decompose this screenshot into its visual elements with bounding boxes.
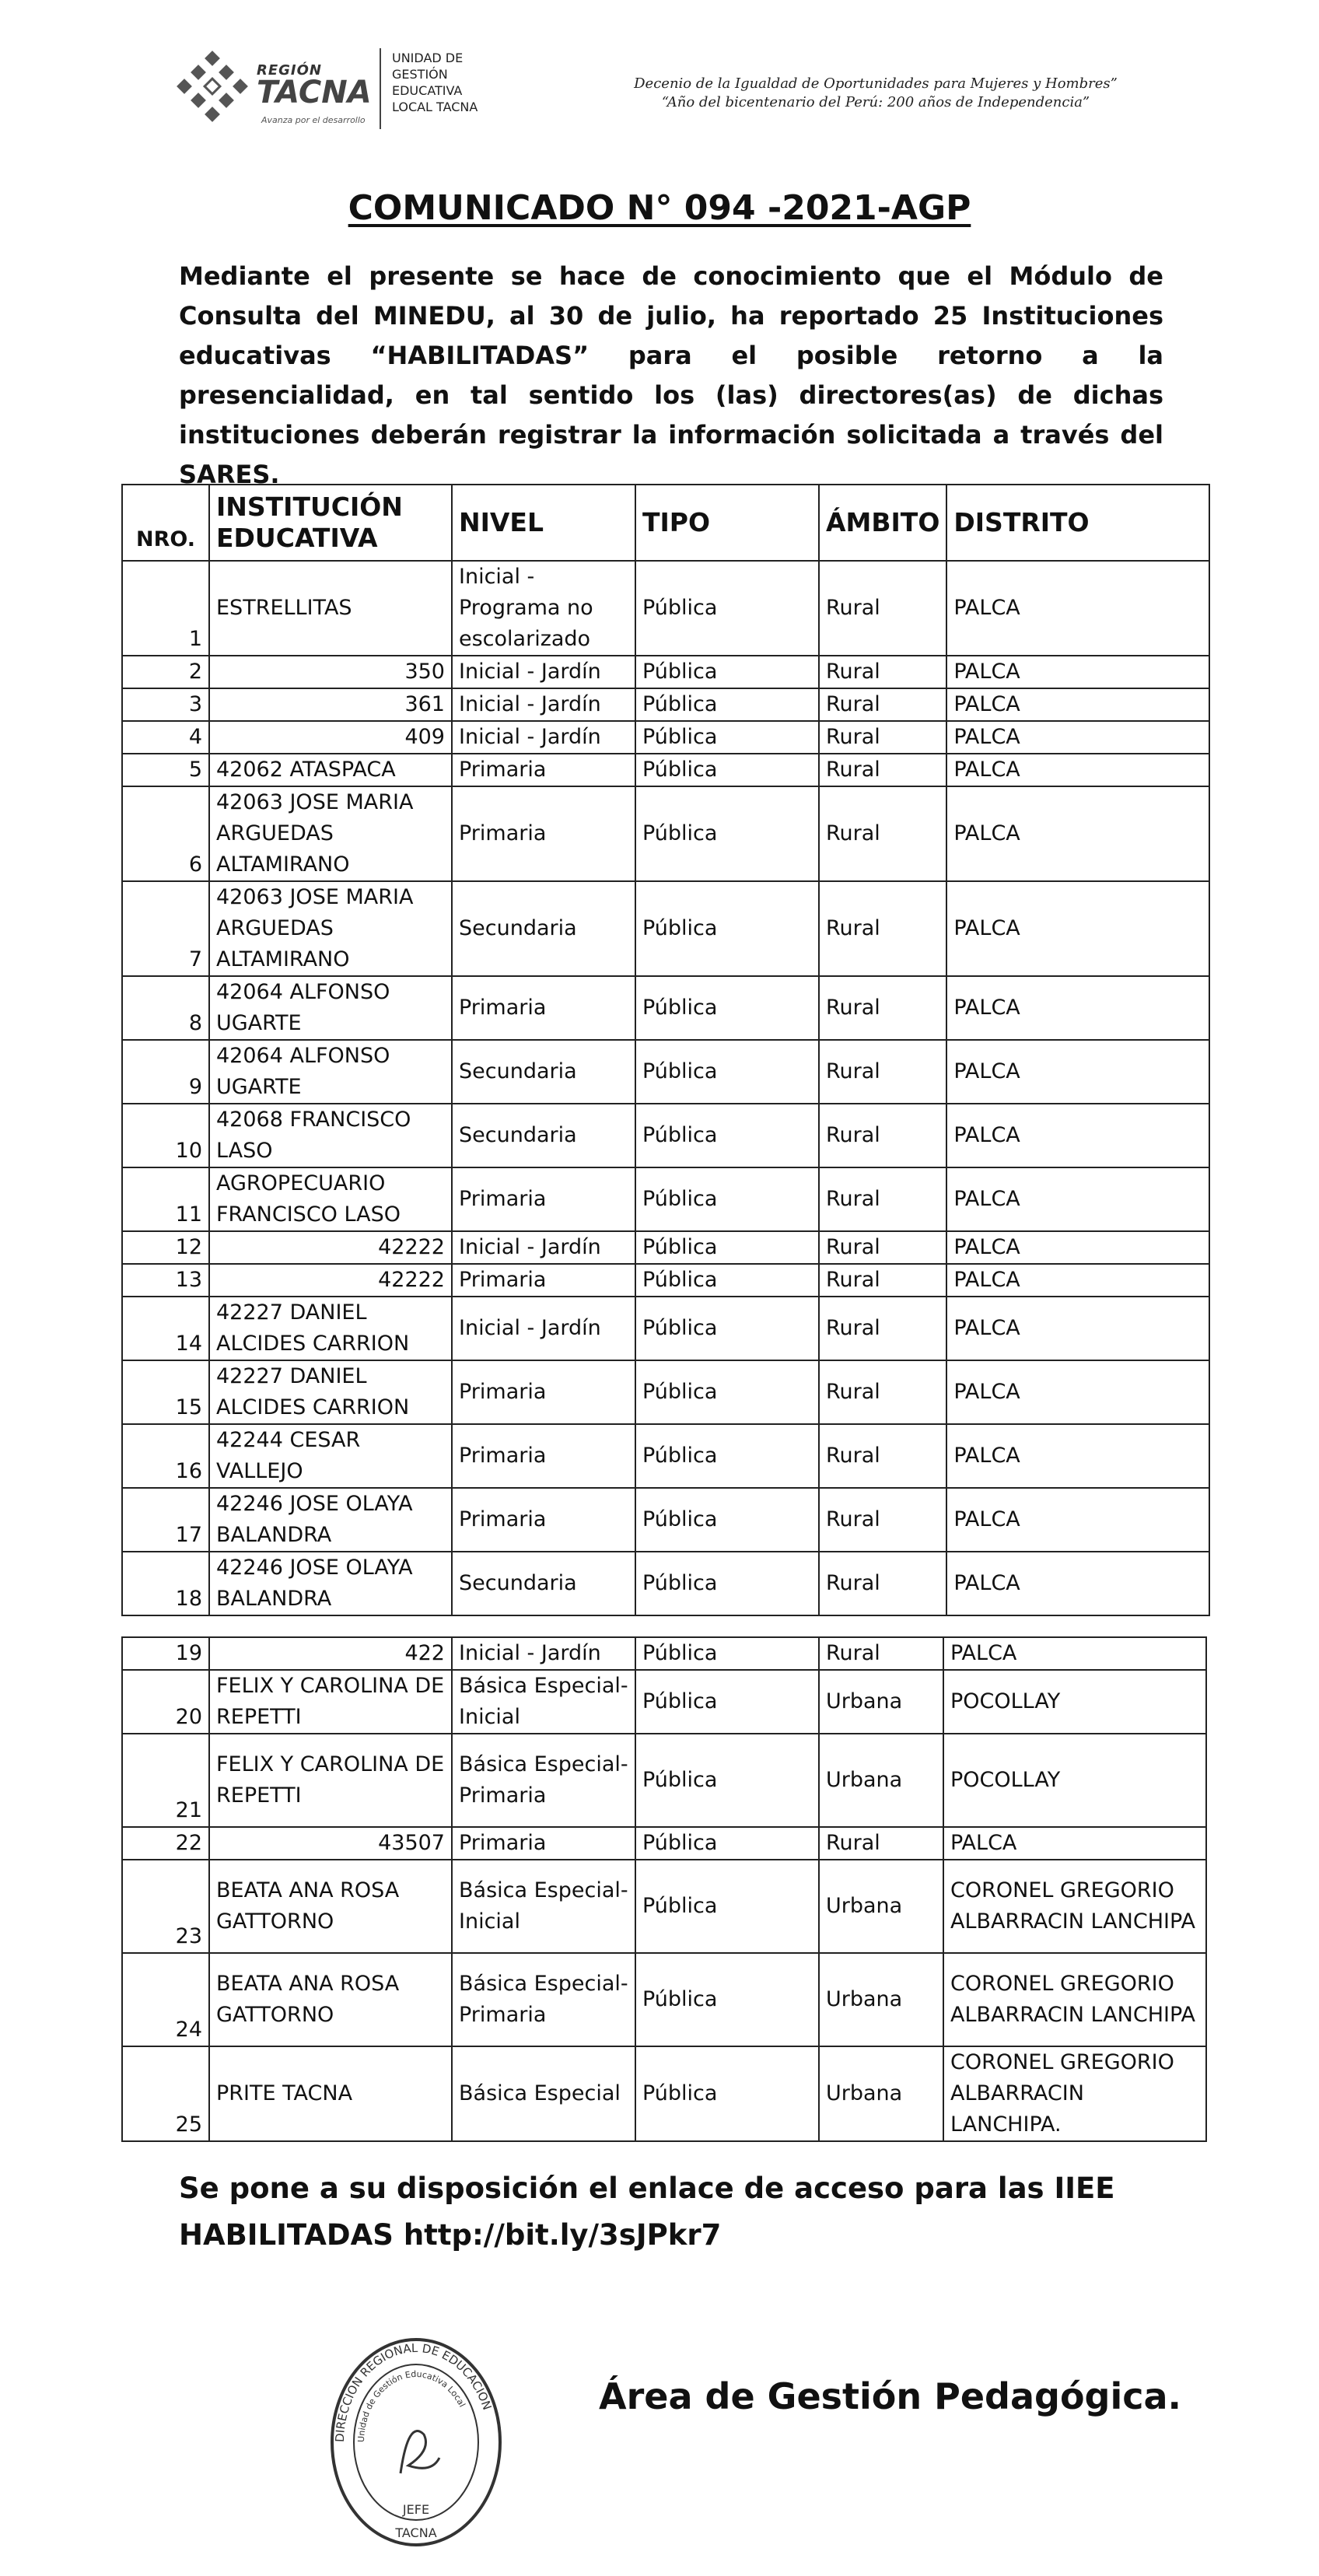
cell-distrito: PALCA xyxy=(946,1552,1209,1615)
cell-ambito: Rural xyxy=(819,1637,943,1670)
cell-ambito: Rural xyxy=(819,721,946,754)
cell-nro: 23 xyxy=(122,1860,209,1953)
cell-nivel: Básica Especial-Inicial xyxy=(452,1670,635,1734)
header-ambito: ÁMBITO xyxy=(819,485,946,561)
cell-tipo: Pública xyxy=(635,1860,819,1953)
table-row xyxy=(122,1860,1206,1953)
cell-ambito: Urbana xyxy=(819,1860,943,1953)
cell-nro: 25 xyxy=(122,2046,209,2141)
decenio-line-2: “Año del bicentenario del Perú: 200 años de Independencia” xyxy=(661,94,1090,110)
cell-nro: 13 xyxy=(122,1264,209,1297)
table-row xyxy=(122,656,1209,688)
cell-distrito: PALCA xyxy=(943,1827,1206,1860)
cell-ambito: Urbana xyxy=(819,1670,943,1734)
table-row xyxy=(122,1637,1206,1670)
letterhead xyxy=(176,44,1187,137)
cell-nivel: Primaria xyxy=(452,1360,635,1424)
cell-distrito: PALCA xyxy=(946,1297,1209,1360)
seal-text-top: DIRECCION REGIONAL DE EDUCACION xyxy=(332,2340,495,2443)
logo-tagline: Avanza por el desarrollo xyxy=(261,115,366,125)
cell-tipo: Pública xyxy=(635,1104,819,1167)
cell-nivel: Inicial - Programa no escolarizado xyxy=(452,561,635,656)
decenio-text xyxy=(572,75,1179,112)
cell-distrito: PALCA xyxy=(946,1104,1209,1167)
cell-institucion: 42227 DANIEL ALCIDES CARRION xyxy=(209,1360,452,1424)
cell-institucion: 42062 ATASPACA xyxy=(209,754,452,786)
table-row xyxy=(122,721,1209,754)
access-link[interactable]: http://bit.ly/3sJPkr7 xyxy=(403,2218,722,2252)
cell-nro: 24 xyxy=(122,1953,209,2046)
cell-nro: 1 xyxy=(122,561,209,656)
cell-ambito: Rural xyxy=(819,1827,943,1860)
cell-tipo: Pública xyxy=(635,1488,819,1552)
cell-institucion: 42064 ALFONSO UGARTE xyxy=(209,1040,452,1104)
table-row xyxy=(122,976,1209,1040)
cell-nivel: Primaria xyxy=(452,1167,635,1231)
cell-distrito: CORONEL GREGORIO ALBARRACIN LANCHIPA. xyxy=(943,2046,1206,2141)
table-row xyxy=(122,1827,1206,1860)
closing-link-line xyxy=(179,2212,721,2259)
table-row xyxy=(122,1424,1209,1488)
logo-region-text: REGIÓN xyxy=(257,62,322,79)
cell-ambito: Rural xyxy=(819,1297,946,1360)
cell-distrito: CORONEL GREGORIO ALBARRACIN LANCHIPA xyxy=(943,1953,1206,2046)
ugel-line: LOCAL TACNA xyxy=(392,100,478,114)
cell-nivel: Secundaria xyxy=(452,1104,635,1167)
table-row xyxy=(122,1264,1209,1297)
header-nro: NRO. xyxy=(122,485,209,561)
cell-institucion: 42064 ALFONSO UGARTE xyxy=(209,976,452,1040)
cell-institucion: 42222 xyxy=(209,1264,452,1297)
cell-tipo: Pública xyxy=(635,688,819,721)
ugel-name xyxy=(392,50,478,115)
cell-nro: 19 xyxy=(122,1637,209,1670)
table-row xyxy=(122,1488,1209,1552)
cell-ambito: Rural xyxy=(819,561,946,656)
cell-institucion: 42246 JOSE OLAYA BALANDRA xyxy=(209,1552,452,1615)
svg-text:DIRECCION REGIONAL DE EDUCACIO xyxy=(333,2341,495,2442)
cell-nro: 15 xyxy=(122,1360,209,1424)
cell-institucion: 42222 xyxy=(209,1231,452,1264)
cell-tipo: Pública xyxy=(635,1167,819,1231)
cell-nivel: Básica Especial-Primaria xyxy=(452,1953,635,2046)
ugel-line: EDUCATIVA xyxy=(392,83,463,98)
table-row xyxy=(122,754,1209,786)
closing-paragraph: Se pone a su disposición el enlace de acceso para las IIEE xyxy=(179,2172,1115,2205)
table-row xyxy=(122,2046,1206,2141)
cell-nivel: Inicial - Jardín xyxy=(452,656,635,688)
cell-tipo: Pública xyxy=(635,656,819,688)
cell-tipo: Pública xyxy=(635,1827,819,1860)
cell-nro: 4 xyxy=(122,721,209,754)
cell-distrito: PALCA xyxy=(943,1637,1206,1670)
cell-nro: 14 xyxy=(122,1297,209,1360)
cell-institucion: 42227 DANIEL ALCIDES CARRION xyxy=(209,1297,452,1360)
cell-institucion: BEATA ANA ROSA GATTORNO xyxy=(209,1953,452,2046)
logo-tacna-text: TACNA xyxy=(257,75,372,110)
cell-nro: 22 xyxy=(122,1827,209,1860)
cell-distrito: PALCA xyxy=(946,561,1209,656)
logo-divider xyxy=(380,48,381,129)
table-row xyxy=(122,1104,1209,1167)
cell-distrito: PALCA xyxy=(946,656,1209,688)
seal-text-inner: Unidad de Gestión Educativa Local xyxy=(355,2368,467,2443)
cell-nro: 11 xyxy=(122,1167,209,1231)
cell-nivel: Inicial - Jardín xyxy=(452,721,635,754)
official-seal-icon xyxy=(327,2333,506,2551)
header-institucion: INSTITUCIÓN EDUCATIVA xyxy=(209,485,452,561)
cell-tipo: Pública xyxy=(635,1040,819,1104)
header-distrito: DISTRITO xyxy=(946,485,1209,561)
header-tipo: TIPO xyxy=(635,485,819,561)
table-row xyxy=(122,786,1209,881)
closing-prefix: HABILITADAS xyxy=(179,2218,394,2252)
cell-distrito: PALCA xyxy=(946,1264,1209,1297)
cell-institucion: 43507 xyxy=(209,1827,452,1860)
cell-institucion: 42244 CESAR VALLEJO xyxy=(209,1424,452,1488)
signature-area: Área de Gestión Pedagógica. xyxy=(599,2375,1182,2417)
cell-nro: 18 xyxy=(122,1552,209,1615)
table-row xyxy=(122,1734,1206,1827)
institutions-table xyxy=(121,484,1210,1616)
cell-tipo: Pública xyxy=(635,1297,819,1360)
cell-distrito: PALCA xyxy=(946,1040,1209,1104)
cell-nro: 7 xyxy=(122,881,209,976)
cell-nivel: Básica Especial xyxy=(452,2046,635,2141)
cell-institucion: 42063 JOSE MARIA ARGUEDAS ALTAMIRANO xyxy=(209,881,452,976)
cell-institucion: FELIX Y CAROLINA DE REPETTI xyxy=(209,1734,452,1827)
cell-distrito: PALCA xyxy=(946,721,1209,754)
cell-tipo: Pública xyxy=(635,1734,819,1827)
cell-institucion: 361 xyxy=(209,688,452,721)
cell-institucion: AGROPECUARIO FRANCISCO LASO xyxy=(209,1167,452,1231)
cell-tipo: Pública xyxy=(635,754,819,786)
cell-tipo: Pública xyxy=(635,1637,819,1670)
cell-nivel: Primaria xyxy=(452,1264,635,1297)
cell-ambito: Rural xyxy=(819,656,946,688)
cell-nivel: Primaria xyxy=(452,976,635,1040)
cell-distrito: PALCA xyxy=(946,1360,1209,1424)
cell-ambito: Rural xyxy=(819,1488,946,1552)
cell-ambito: Rural xyxy=(819,1040,946,1104)
cell-tipo: Pública xyxy=(635,1670,819,1734)
cell-ambito: Urbana xyxy=(819,1953,943,2046)
cell-nro: 8 xyxy=(122,976,209,1040)
seal-city: TACNA xyxy=(395,2525,437,2540)
cell-ambito: Rural xyxy=(819,1360,946,1424)
cell-nro: 6 xyxy=(122,786,209,881)
cell-nro: 9 xyxy=(122,1040,209,1104)
cell-ambito: Rural xyxy=(819,1167,946,1231)
cell-nro: 5 xyxy=(122,754,209,786)
cell-tipo: Pública xyxy=(635,1360,819,1424)
cell-distrito: POCOLLAY xyxy=(943,1670,1206,1734)
cell-nro: 21 xyxy=(122,1734,209,1827)
cell-ambito: Rural xyxy=(819,881,946,976)
cell-nro: 20 xyxy=(122,1670,209,1734)
cell-ambito: Rural xyxy=(819,1424,946,1488)
cell-ambito: Rural xyxy=(819,786,946,881)
cell-nivel: Secundaria xyxy=(452,881,635,976)
cell-nivel: Inicial - Jardín xyxy=(452,1297,635,1360)
cell-ambito: Rural xyxy=(819,1552,946,1615)
cell-tipo: Pública xyxy=(635,1953,819,2046)
table-row xyxy=(122,1670,1206,1734)
table-row xyxy=(122,1297,1209,1360)
cell-distrito: PALCA xyxy=(946,688,1209,721)
cell-distrito: PALCA xyxy=(946,1424,1209,1488)
cell-nro: 12 xyxy=(122,1231,209,1264)
cell-institucion: 409 xyxy=(209,721,452,754)
cell-institucion: 42063 JOSE MARIA ARGUEDAS ALTAMIRANO xyxy=(209,786,452,881)
cell-nro: 10 xyxy=(122,1104,209,1167)
cell-ambito: Rural xyxy=(819,1104,946,1167)
cell-institucion: PRITE TACNA xyxy=(209,2046,452,2141)
cell-tipo: Pública xyxy=(635,721,819,754)
cell-ambito: Urbana xyxy=(819,1734,943,1827)
table-row xyxy=(122,881,1209,976)
cell-ambito: Rural xyxy=(819,754,946,786)
cell-nivel: Primaria xyxy=(452,754,635,786)
cell-distrito: PALCA xyxy=(946,786,1209,881)
header-nivel: NIVEL xyxy=(452,485,635,561)
cell-ambito: Rural xyxy=(819,976,946,1040)
cell-institucion: 42246 JOSE OLAYA BALANDRA xyxy=(209,1488,452,1552)
cell-institucion: 350 xyxy=(209,656,452,688)
cell-nivel: Inicial - Jardín xyxy=(452,688,635,721)
table-row xyxy=(122,561,1209,656)
cell-nivel: Inicial - Jardín xyxy=(452,1637,635,1670)
table-header-row xyxy=(122,485,1209,561)
table-row xyxy=(122,1167,1209,1231)
cell-distrito: PALCA xyxy=(946,754,1209,786)
cell-distrito: PALCA xyxy=(946,1167,1209,1231)
cell-distrito: PALCA xyxy=(946,976,1209,1040)
cell-tipo: Pública xyxy=(635,976,819,1040)
seal-role: JEFE xyxy=(402,2502,430,2517)
document-title: COMUNICADO N° 094 -2021-AGP xyxy=(348,188,971,228)
cell-tipo: Pública xyxy=(635,561,819,656)
cell-tipo: Pública xyxy=(635,1552,819,1615)
cell-tipo: Pública xyxy=(635,1231,819,1264)
cell-distrito: PALCA xyxy=(946,1231,1209,1264)
cell-nivel: Primaria xyxy=(452,1424,635,1488)
svg-text:Unidad de Gestión Educativa Lo xyxy=(356,2369,467,2442)
table-row xyxy=(122,1040,1209,1104)
cell-nivel: Primaria xyxy=(452,1488,635,1552)
ugel-line: UNIDAD DE xyxy=(392,51,464,65)
table-row xyxy=(122,688,1209,721)
cell-institucion: FELIX Y CAROLINA DE REPETTI xyxy=(209,1670,452,1734)
cell-tipo: Pública xyxy=(635,2046,819,2141)
ugel-line: GESTIÓN xyxy=(392,67,448,82)
cell-nivel: Primaria xyxy=(452,786,635,881)
cell-institucion: 422 xyxy=(209,1637,452,1670)
cell-nro: 16 xyxy=(122,1424,209,1488)
cell-tipo: Pública xyxy=(635,1424,819,1488)
institutions-table-continued xyxy=(121,1636,1207,2142)
cell-tipo: Pública xyxy=(635,1264,819,1297)
cell-distrito: PALCA xyxy=(946,1488,1209,1552)
table-row xyxy=(122,1360,1209,1424)
cell-nivel: Secundaria xyxy=(452,1552,635,1615)
cell-institucion: BEATA ANA ROSA GATTORNO xyxy=(209,1860,452,1953)
decenio-line-1: Decenio de la Igualdad de Oportunidades para Mujeres y Hombres” xyxy=(634,75,1118,92)
cell-nivel: Básica Especial-Primaria xyxy=(452,1734,635,1827)
cell-ambito: Rural xyxy=(819,1264,946,1297)
table-row xyxy=(122,1552,1209,1615)
cell-nivel: Primaria xyxy=(452,1827,635,1860)
cell-nivel: Básica Especial-Inicial xyxy=(452,1860,635,1953)
intro-paragraph: Mediante el presente se hace de conocimiento que el Módulo de Consulta del MINEDU, al 30 de julio, ha reportado 25 Instituciones educativas “HABILITADAS” para el posible retorno a la presencialidad, en tal sentido los (las) directores(as) de dichas instituciones deberán registrar la información solicitada a través del SARES. xyxy=(179,261,1163,489)
cell-ambito: Urbana xyxy=(819,2046,943,2141)
cell-institucion: 42068 FRANCISCO LASO xyxy=(209,1104,452,1167)
cell-institucion: ESTRELLITAS xyxy=(209,561,452,656)
region-tacna-logo-icon xyxy=(176,50,254,128)
table-row xyxy=(122,1953,1206,2046)
cell-distrito: POCOLLAY xyxy=(943,1734,1206,1827)
cell-nro: 2 xyxy=(122,656,209,688)
cell-distrito: CORONEL GREGORIO ALBARRACIN LANCHIPA xyxy=(943,1860,1206,1953)
cell-tipo: Pública xyxy=(635,786,819,881)
cell-ambito: Rural xyxy=(819,1231,946,1264)
cell-nro: 17 xyxy=(122,1488,209,1552)
table-row xyxy=(122,1231,1209,1264)
cell-nro: 3 xyxy=(122,688,209,721)
cell-ambito: Rural xyxy=(819,688,946,721)
cell-tipo: Pública xyxy=(635,881,819,976)
cell-distrito: PALCA xyxy=(946,881,1209,976)
signature-scribble xyxy=(401,2431,439,2473)
cell-nivel: Inicial - Jardín xyxy=(452,1231,635,1264)
cell-nivel: Secundaria xyxy=(452,1040,635,1104)
